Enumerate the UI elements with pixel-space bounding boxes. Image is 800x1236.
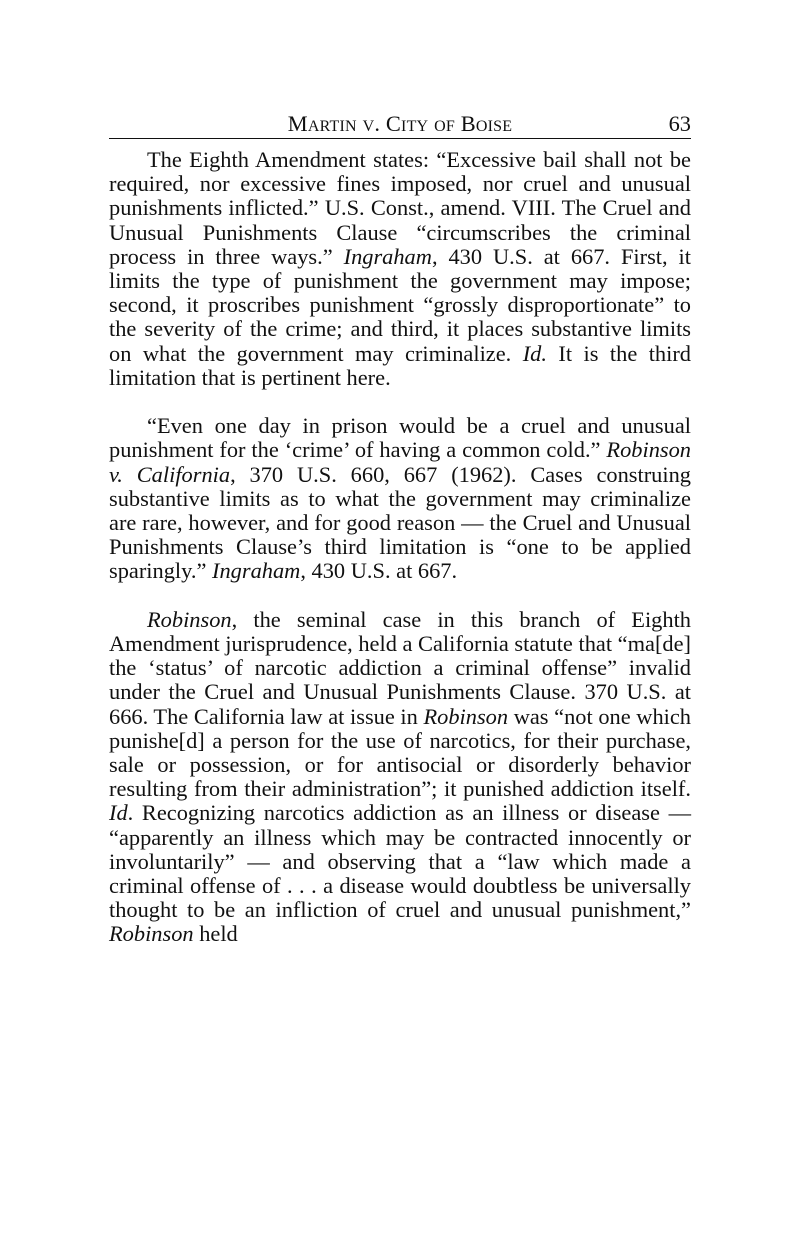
text-segment: held: [193, 921, 238, 947]
text-segment: was “not one which punishe[d] a person for the use of narcotics, for their purchase, sale or possession, or for antisocial or disorderly behavior resulting from their administration”; it punished addiction itself.: [109, 703, 692, 802]
text-segment: , 370 U.S. 660, 667 (1962). Cases construing substantive limits as to what the government may criminalize are rare, however, and for good reason — the Cruel and Unusual Punishments Clause’s third limitation is “one to be applied sparingly.”: [109, 461, 691, 584]
text-segment: It is the third limitation that is pertinent here.: [109, 340, 691, 390]
text-segment: , the seminal case in this branch of Eighth Amendment jurisprudence, held a California statute that “ma[de] the ‘status’ of narcotic addiction a criminal offense” invalid under the Cruel and Unusual Punishments Clause. 370 U.S. at 666. The California law at issue in: [109, 606, 691, 729]
text-segment: , 430 U.S. at 667. First, it limits the type of punishment the government may impose; second, it proscribes punishment “grossly disproportionate” to the severity of the crime; and third, it places substantive limits on what the government may criminalize.: [109, 243, 691, 366]
text-segment: “Even one day in prison would be a cruel and unusual punishment for the ‘crime’ of having a common cold.”: [109, 413, 691, 463]
case-citation: Robinson v. California: [109, 437, 691, 487]
text-segment: , 430 U.S. at 667.: [300, 558, 458, 584]
running-title: Martin v. City of Boise: [287, 111, 513, 136]
page-number: 63: [668, 111, 691, 136]
opinion-body: [109, 148, 691, 947]
id-citation: Id: [109, 800, 128, 826]
case-citation: Robinson: [147, 606, 232, 632]
id-citation: Id.: [522, 340, 547, 366]
paragraph-eighth-amendment: [109, 148, 691, 390]
text-segment: . Recognizing narcotics addiction as an illness or disease — “apparently an illness which may be contracted innocently or involuntarily” — and observing that a “law which made a criminal offense of . . . a disease would doubtless be universally thought to be an infliction of cruel and unusual punishment,”: [109, 800, 691, 923]
case-citation: Robinson: [423, 703, 509, 729]
paragraph-common-cold: [109, 414, 691, 583]
case-citation: Robinson: [109, 921, 194, 947]
case-citation: Ingraham: [212, 558, 301, 584]
running-header: [109, 110, 691, 139]
opinion-page: [109, 110, 691, 947]
text-segment: The Eighth Amendment states: “Excessive bail shall not be required, nor excessive fines imposed, nor cruel and unusual punishments inflicted.” U.S. Const., amend. VIII. The Cruel and Unusual Punishments Clause “circumscribes the criminal process in three ways.”: [109, 147, 691, 269]
paragraph-robinson: [109, 608, 691, 947]
case-citation: Ingraham: [343, 243, 432, 269]
